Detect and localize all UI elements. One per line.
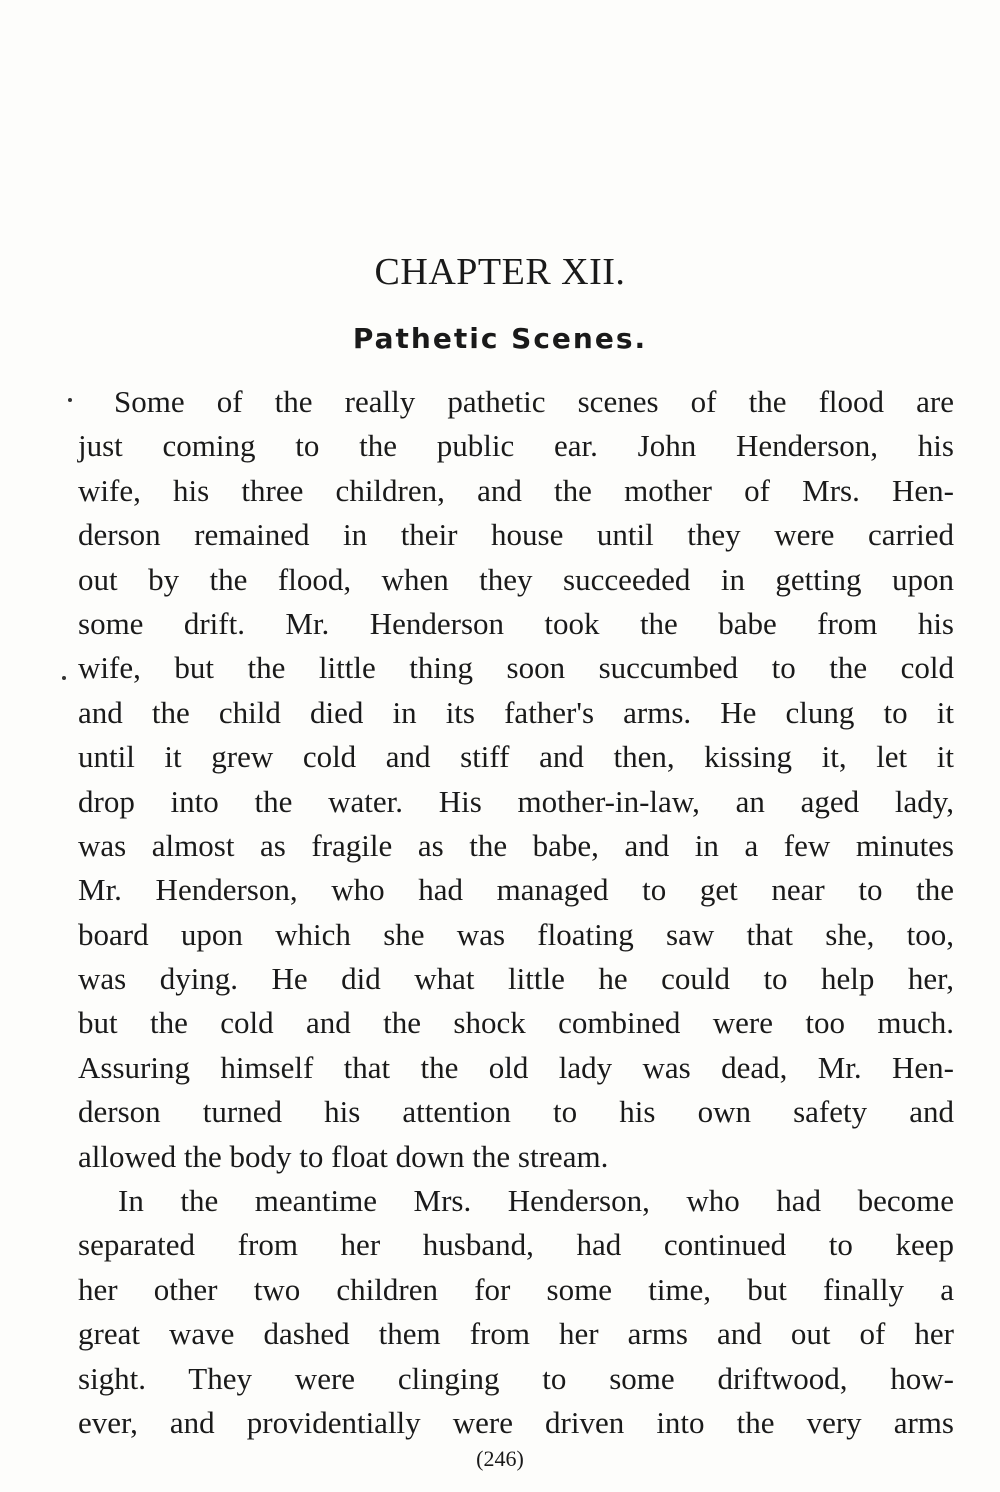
text-line: derson remained in their house until they were carried (78, 517, 954, 553)
text-line: her other two children for some time, but finally a (78, 1271, 954, 1307)
paragraph-2 (78, 1179, 954, 1445)
text-line: great wave dashed them from her arms and out of her (78, 1316, 954, 1352)
text-line: wife, but the little thing soon succumbed to the cold (78, 650, 954, 686)
text-line: and the child died in its father's arms. He clung to it (78, 694, 954, 730)
text-line: separated from her husband, had continued to keep (78, 1227, 954, 1263)
text-line: ever, and providentially were driven into the very arms (78, 1404, 954, 1440)
text-line: some drift. Mr. Henderson took the babe from his (78, 605, 954, 641)
text-line: derson turned his attention to his own safety and (78, 1094, 954, 1130)
text-line: allowed the body to float down the stream. (78, 1138, 609, 1174)
text-line: Mr. Henderson, who had managed to get near to the (78, 872, 954, 908)
text-line: until it grew cold and stiff and then, kissing it, let it (78, 739, 954, 775)
paragraph-1 (78, 380, 954, 1179)
text-line: Assuring himself that the old lady was dead, Mr. Hen- (78, 1049, 954, 1085)
text-line: wife, his three children, and the mother of Mrs. Hen- (78, 472, 954, 508)
margin-mark (68, 398, 72, 402)
text-line: out by the flood, when they succeeded in getting upon (78, 561, 954, 597)
chapter-title: CHAPTER XII. (374, 251, 626, 293)
text-line: Some of the really pathetic scenes of the flood are (114, 384, 954, 419)
text-line: sight. They were clinging to some driftwood, how- (78, 1360, 954, 1396)
text-line: was almost as fragile as the babe, and in a few minutes (78, 827, 954, 863)
margin-mark (62, 676, 66, 680)
text-line: In the meantime Mrs. Henderson, who had become (118, 1183, 954, 1218)
text-line: drop into the water. His mother-in-law, an aged lady, (78, 783, 954, 819)
text-line: was dying. He did what little he could to help her, (78, 961, 954, 997)
page-number: (246) (476, 1446, 524, 1471)
chapter-subtitle: Pathetic Scenes. (352, 322, 648, 355)
text-line: but the cold and the shock combined were too much. (78, 1005, 954, 1041)
text-line: just coming to the public ear. John Henderson, his (78, 428, 954, 464)
text-line: board upon which she was floating saw that she, too, (78, 916, 954, 952)
